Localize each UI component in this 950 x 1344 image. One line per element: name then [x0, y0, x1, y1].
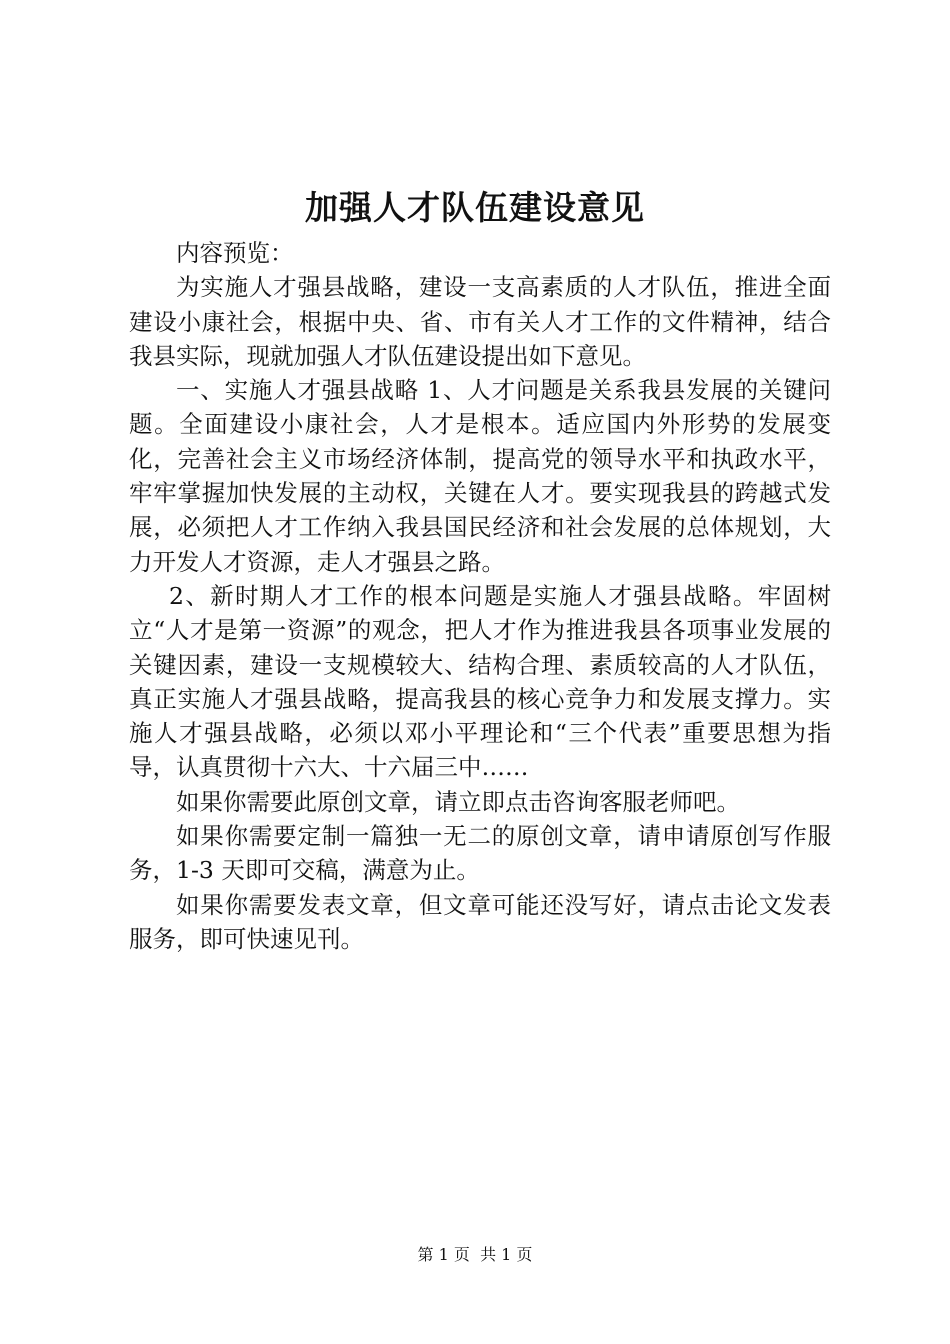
page-footer: [0, 1243, 950, 1267]
preview-label: 内容预览：: [176, 239, 294, 267]
paragraph-intro: 为实施人才强县战略，建设一支高素质的人才队伍，推进全面建设小康社会，根据中央、省、市有关人才工作的文件精神，结合我县实际，现就加强人才队伍建设提出如下意见。: [129, 273, 831, 370]
page-number: 第 1 页 共 1 页: [417, 1245, 533, 1264]
document-title: 加强人才队伍建设意见: [305, 188, 645, 227]
paragraph-publishing-service: 如果你需要发表文章，但文章可能还没写好，请点击论文发表服务，即可快速见刊。: [129, 890, 831, 953]
document-body: [129, 236, 831, 956]
paragraph-contact-service: 如果你需要此原创文章，请立即点击咨询客服老师吧。: [176, 787, 740, 816]
paragraph-custom-writing: 如果你需要定制一篇独一无二的原创文章，请申请原创写作服务，1-3 天即可交稿，满意为止。: [129, 822, 831, 885]
paragraph-section-2: 2、新时期人才工作的根本问题是实施人才强县战略。牢固树立“人才是第一资源”的观念，把人才作为推进我县各项事业发展的关键因素，建设一支规模较大、结构合理、素质较高的人才队伍，真正实施人才强县战略，提高我县的核心竞争力和发展支撑力。实施人才强县战略，必须以邓小平理论和“三个代表”重要思想为指导，认真贯彻十六大、十六届三中……: [129, 581, 831, 782]
paragraph-section-1: 一、实施人才强县战略 1、人才问题是关系我县发展的关键问题。全面建设小康社会，人才是根本。适应国内外形势的发展变化，完善社会主义市场经济体制，提高党的领导水平和执政水平，牢牢掌握加快发展的主动权，关键在人才。要实现我县的跨越式发展，必须把人才工作纳入我县国民经济和社会发展的总体规划，大力开发人才资源，走人才强县之路。: [129, 376, 831, 576]
